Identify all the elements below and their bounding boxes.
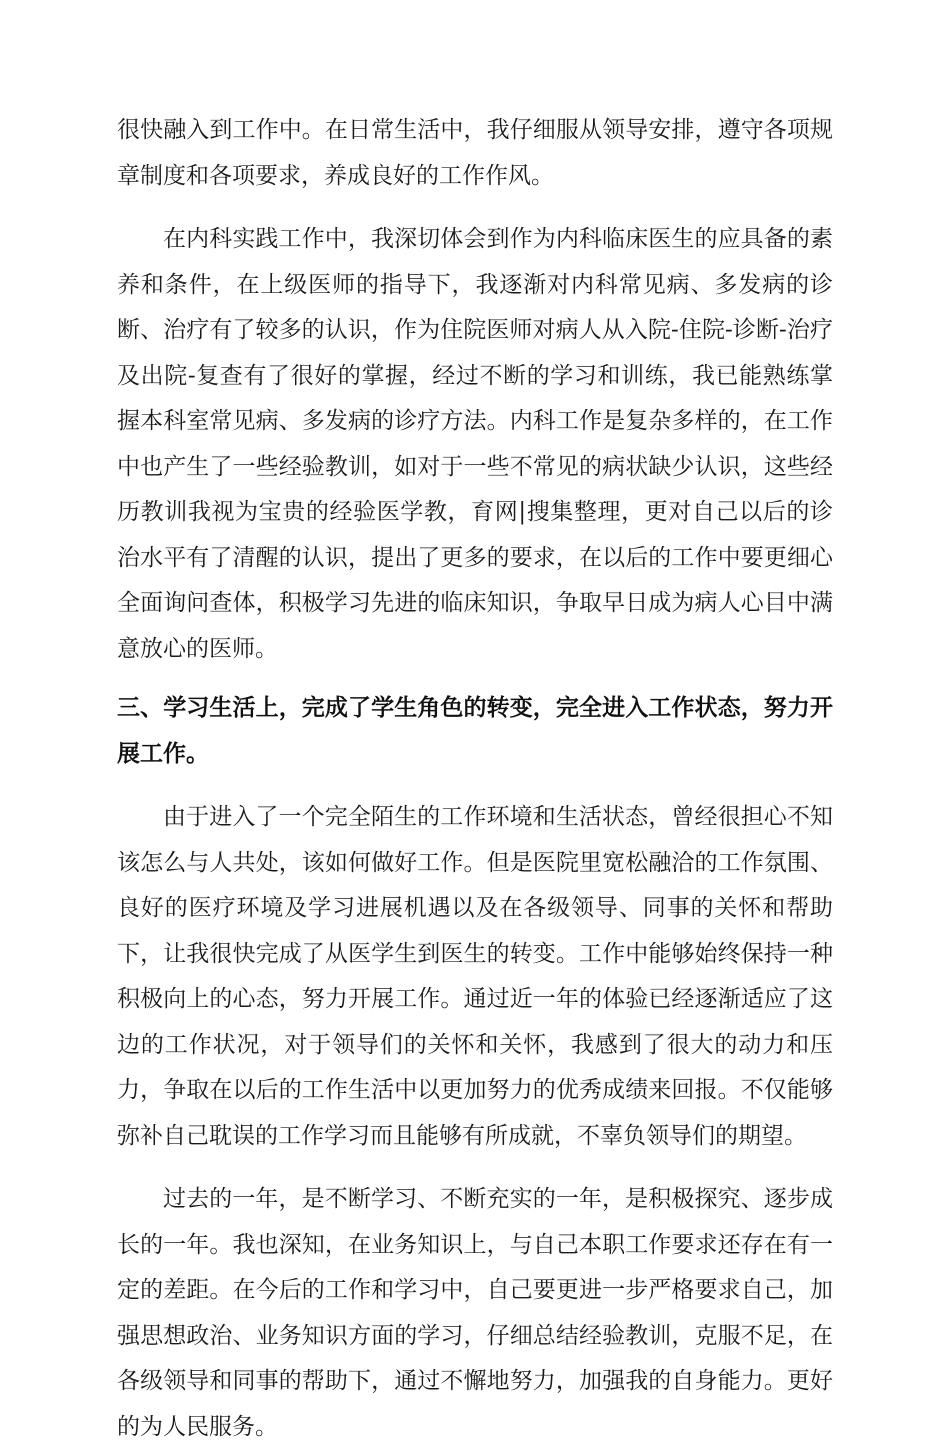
paragraph-role-transition: 由于进入了一个完全陌生的工作环境和生活状态，曾经很担心不知该怎么与人共处，该如何做好工作。但是医院里宽松融洽的工作氛围、良好的医疗环境及学习进展机遇以及在各级领导、同事的关怀和帮助下，让我很快完成了从医学生到医生的转变。工作中能够始终保持一种积极向上的心态，努力开展工作。通过近一年的体验已经逐渐适应了这边的工作状况，对于领导们的关怀和关怀，我感到了很大的动力和压力，争取在以后的工作生活中以更加努力的优秀成绩来回报。不仅能够弥补自己耽误的工作学习而且能够有所成就，不辜负领导们的期望。: [117, 804, 833, 1149]
section-heading-3: 三、学习生活上，完成了学生角色的转变，完全进入工作状态，努力开展工作。: [117, 695, 833, 767]
paragraph-continuation: 很快融入到工作中。在日常生活中，我仔细服从领导安排，遵守各项规章制度和各项要求，养成良好的工作作风。: [117, 117, 833, 189]
paragraph-year-summary: 过去的一年，是不断学习、不断充实的一年，是积极探究、逐步成长的一年。我也深知，在业务知识上，与自己本职工作要求还存在有一定的差距。在今后的工作和学习中，自己要更进一步严格要求自己，加强思想政治、业务知识方面的学习，仔细总结经验教训，克服不足，在各级领导和同事的帮助下，通过不懈地努力，加强我的自身能力。更好的为人民服务。: [117, 1186, 833, 1440]
paragraph-internal-medicine-practice: 在内科实践工作中，我深切体会到作为内科临床医生的应具备的素养和条件，在上级医师的指导下，我逐渐对内科常见病、多发病的诊断、治疗有了较多的认识，作为住院医师对病人从入院-住院-诊断-治疗及出院-复查有了很好的掌握，经过不断的学习和训练，我已能熟练掌握本科室常见病、多发病的诊疗方法。内科工作是复杂多样的，在工作中也产生了一些经验教训，如对于一些不常见的病状缺少认识，这些经历教训我视为宝贵的经验医学教，育网|搜集整理，更对自己以后的诊治水平有了清醒的认识，提出了更多的要求，在以后的工作中要更细心全面询问查体，积极学习先进的临床知识，争取早日成为病人心目中满意放心的医师。: [117, 226, 833, 662]
document-body: [117, 108, 833, 1450]
